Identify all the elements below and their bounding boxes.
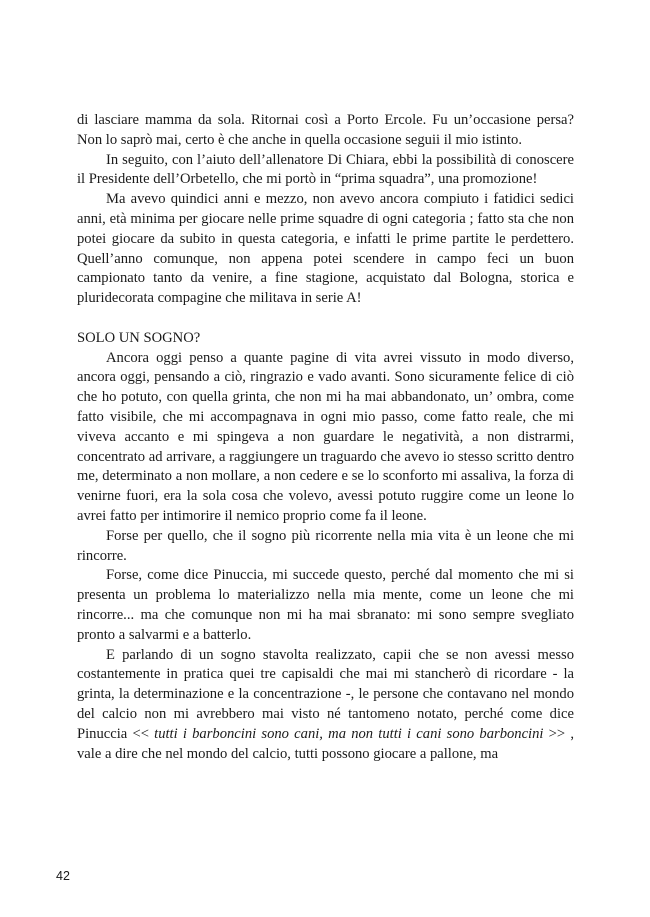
paragraph-5: Forse per quello, che il sogno più ricorrente nella mia vita è un leone che mi rincorre. bbox=[77, 527, 574, 564]
page-body bbox=[77, 111, 574, 764]
paragraph-7-continuation: >> , vale a dire che nel mondo del calcio, tutti possono giocare a pallone, ma bbox=[77, 725, 574, 762]
paragraph-7-text: E parlando di un sogno stavolta realizzato, capii che se non avessi messo costantemente in pratica quei tre capisaldi che mai mi stancherò di ricordare - la grinta, la determinazione e la concentrazione -, le persone che contavano nel mondo del calcio non mi avrebbero mai visto né tantomeno notato, perché come dice Pinuccia << bbox=[77, 646, 574, 742]
paragraph-7 bbox=[77, 646, 574, 765]
paragraph-2: In seguito, con l’aiuto dell’allenatore Di Chiara, ebbi la possibilità di conoscere il Presidente dell’Orbetello, che mi portò in “prima squadra”, una promozione! bbox=[77, 151, 574, 188]
section-heading: SOLO UN SOGNO? bbox=[77, 329, 201, 346]
quote-italic: tutti i barboncini sono cani, ma non tutti i cani sono barboncini bbox=[154, 725, 544, 742]
paragraph-1: di lasciare mamma da sola. Ritornai così a Porto Ercole. Fu un’occasione persa? Non lo saprò mai, certo è che anche in quella occasione seguii il mio istinto. bbox=[77, 112, 574, 148]
paragraph-4: Ancora oggi penso a quante pagine di vita avrei vissuto in modo diverso, ancora oggi, pensando a ciò, ringrazio e vado avanti. Sono sicuramente felice di ciò che ho potuto, con quella grinta, che non mi ha mai abbandonato, un’ ombra, come fatto visibile, che mi accompagnava in ogni mio passo, come fatto reale, che mi viveva accanto e mi spingeva a non guardare le negatività, a non distrarmi, concentrato ad arrivare, a raggiungere un traguardo che avevo io stesso scritto dentro me, determinato a non mollare, a non cedere e se lo sconforto mi assaliva, la forza di venirne fuori, era la sola cosa che volevo, avessi potuto ruggire come un leone lo avrei fatto per intimorire il nemico proprio come fa il leone. bbox=[77, 349, 574, 524]
page-number: 42 bbox=[56, 869, 70, 883]
paragraph-6: Forse, come dice Pinuccia, mi succede questo, perché dal momento che mi si presenta un problema lo materializzo nella mia mente, come un leone che mi rincorre... ma che comunque non mi ha mai sbranato: mi sono sempre svegliato pronto a salvarmi e a batterlo. bbox=[77, 567, 574, 643]
paragraph-3: Ma avevo quindici anni e mezzo, non avevo ancora compiuto i fatidici sedici anni, età minima per giocare nelle prime squadre di ogni categoria ; fatto sta che non potei giocare da subito in questa categoria, e infatti le prime partite le perdettero. Quell’anno comunque, non appena potei scendere in campo feci un buon campionato tanto da venire, a fine stagione, acquistato dal Bologna, storica e pluridecorata compagine che militava in serie A! bbox=[77, 191, 574, 307]
